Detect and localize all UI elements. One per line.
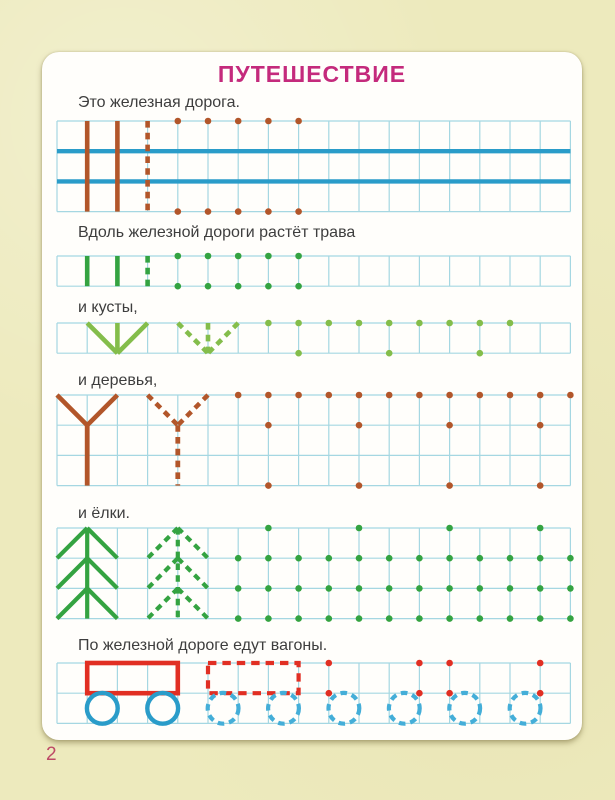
tracing-grid-railroad xyxy=(56,120,571,213)
tracing-grid-wagons xyxy=(56,662,571,724)
section-label-railroad: Это железная дорога. xyxy=(78,94,240,111)
page-number: 2 xyxy=(46,744,57,765)
tracing-grid-bushes xyxy=(56,322,571,354)
page-title: ПУТЕШЕСТВИЕ xyxy=(217,61,407,87)
section-label-grass: Вдоль железной дороги растёт трава xyxy=(78,224,356,241)
tracing-grid-grass xyxy=(56,255,571,287)
page-card xyxy=(42,52,582,740)
section-label-bushes: и кусты, xyxy=(78,299,138,316)
section-label-wagons: По железной дороге едут вагоны. xyxy=(78,637,328,654)
section-label-trees: и деревья, xyxy=(78,372,158,389)
tracing-grid-trees xyxy=(56,394,571,487)
tracing-grid-fir-trees xyxy=(56,527,571,620)
section-label-fir-trees: и ёлки. xyxy=(78,505,130,522)
